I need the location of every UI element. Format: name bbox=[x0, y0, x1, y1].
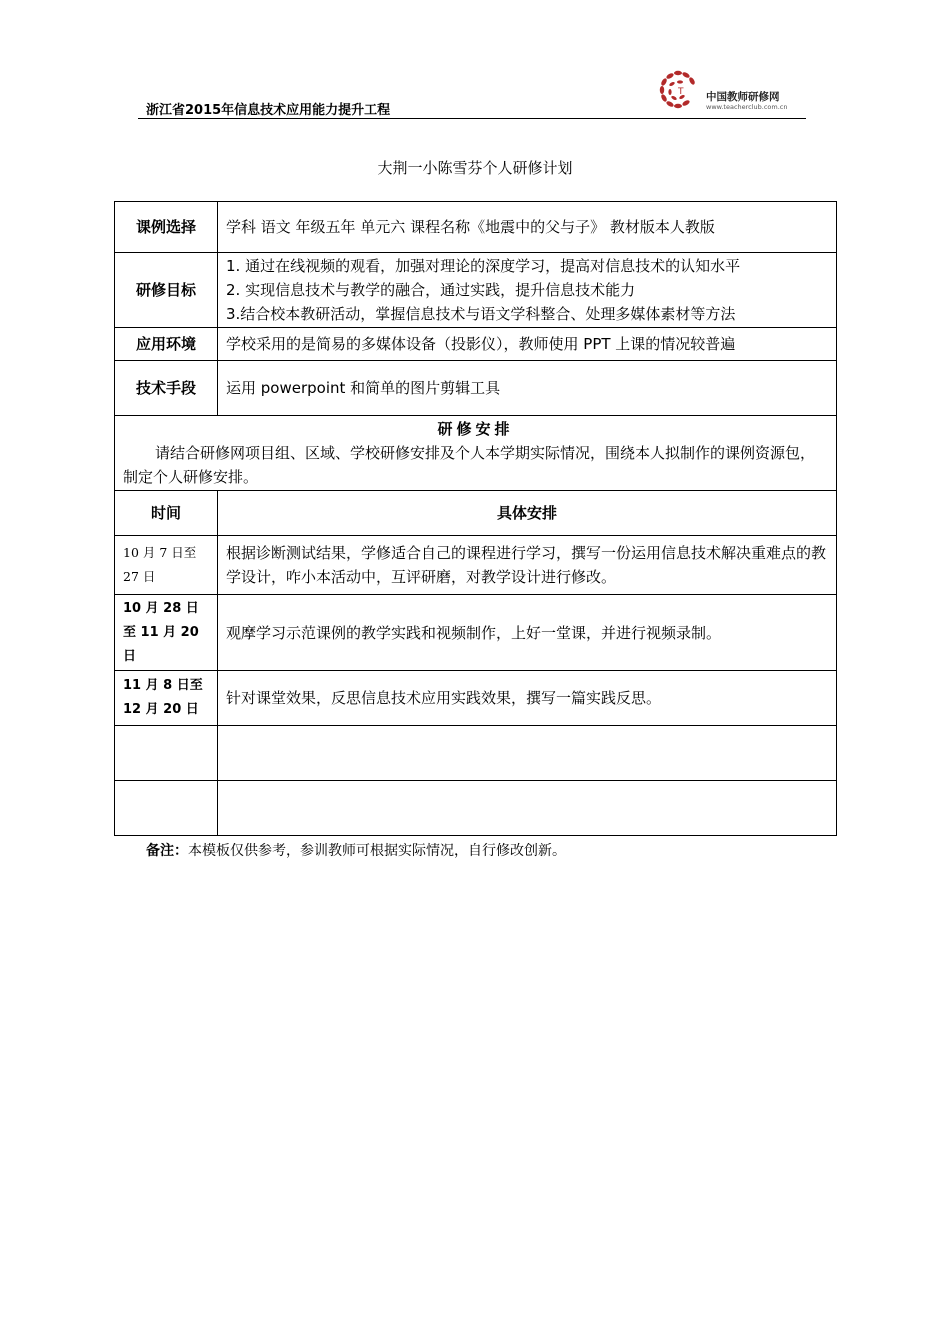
plan-cell bbox=[218, 781, 837, 836]
svg-text:T: T bbox=[678, 87, 684, 97]
header-title: 浙江省2015年信息技术应用能力提升工程 bbox=[146, 103, 391, 118]
time-line: 27 日 bbox=[123, 569, 156, 584]
application-environment: 学校采用的是简易的多媒体设备（投影仪），教师使用 PPT 上课的情况较普遍 bbox=[218, 328, 837, 361]
time-header: 时间 bbox=[115, 491, 218, 536]
plan-cell: 观摩学习示范课例的教学实践和视频制作，上好一堂课，并进行视频录制。 bbox=[218, 595, 837, 671]
logo-flower-icon bbox=[656, 68, 702, 114]
row-label: 技术手段 bbox=[115, 361, 218, 416]
time-line: 至 11 月 20 bbox=[123, 624, 199, 640]
time-line: 日 bbox=[123, 648, 137, 664]
time-cell bbox=[115, 595, 218, 671]
time-cell bbox=[115, 726, 218, 781]
goal-line: 1. 通过在线视频的观看，加强对理论的深度学习，提高对信息技术的认知水平 bbox=[226, 257, 741, 275]
row-label: 应用环境 bbox=[115, 328, 218, 361]
training-goals bbox=[218, 253, 837, 328]
time-line: 11 月 8 日至 bbox=[123, 678, 203, 693]
section-description: 请结合研修网项目组、区域、学校研修安排及个人本学期实际情况，围绕本人拟制作的课例资源包，制定个人研修安排。 bbox=[123, 444, 816, 486]
table-row bbox=[115, 781, 837, 836]
section-cell bbox=[115, 416, 837, 491]
section-title: 研修安排 bbox=[437, 420, 514, 438]
time-line: 12 月 20 日 bbox=[123, 702, 199, 717]
plan-cell bbox=[218, 726, 837, 781]
lesson-selection: 学科 语文 年级五年 单元六 课程名称《地震中的父与子》 教材版本人教版 bbox=[218, 202, 837, 253]
table-row bbox=[115, 595, 837, 671]
goal-line: 2. 实现信息技术与教学的融合，通过实践，提升信息技术能力 bbox=[226, 281, 636, 299]
logo-url: www.teacherclub.com.cn bbox=[706, 103, 788, 111]
table-row bbox=[115, 253, 837, 328]
plan-cell: 根据诊断测试结果，学修适合自己的课程进行学习，撰写一份运用信息技术解决重难点的教学设计，咋小本活动中，互评研磨，对教学设计进行修改。 bbox=[218, 536, 837, 595]
time-cell bbox=[115, 671, 218, 726]
goal-line: 3.结合校本教研活动，掌握信息技术与语文学科整合、处理多媒体素材等方法 bbox=[226, 305, 736, 323]
table-row bbox=[115, 671, 837, 726]
header-divider bbox=[138, 118, 806, 119]
table-row bbox=[115, 726, 837, 781]
time-cell bbox=[115, 536, 218, 595]
logo-name: 中国教师研修网 bbox=[706, 91, 780, 103]
technical-means: 运用 powerpoint 和简单的图片剪辑工具 bbox=[218, 361, 837, 416]
table-row bbox=[115, 491, 837, 536]
table-row bbox=[115, 536, 837, 595]
plan-cell: 针对课堂效果，反思信息技术应用实践效果，撰写一篇实践反思。 bbox=[218, 671, 837, 726]
table-row bbox=[115, 416, 837, 491]
row-label: 课例选择 bbox=[115, 202, 218, 253]
plan-table bbox=[114, 201, 837, 836]
logo bbox=[656, 68, 806, 116]
plan-header: 具体安排 bbox=[218, 491, 837, 536]
row-label: 研修目标 bbox=[115, 253, 218, 328]
time-cell bbox=[115, 781, 218, 836]
table-row bbox=[115, 361, 837, 416]
remark bbox=[146, 840, 566, 860]
document-title: 大荆一小陈雪芬个人研修计划 bbox=[377, 159, 573, 177]
time-line: 10 月 7 日至 bbox=[123, 545, 197, 560]
table-row bbox=[115, 328, 837, 361]
time-line: 10 月 28 日 bbox=[123, 600, 199, 616]
table-row bbox=[115, 202, 837, 253]
remark-text: 本模板仅供参考，参训教师可根据实际情况，自行修改创新。 bbox=[188, 843, 566, 859]
remark-label: 备注： bbox=[146, 843, 188, 859]
